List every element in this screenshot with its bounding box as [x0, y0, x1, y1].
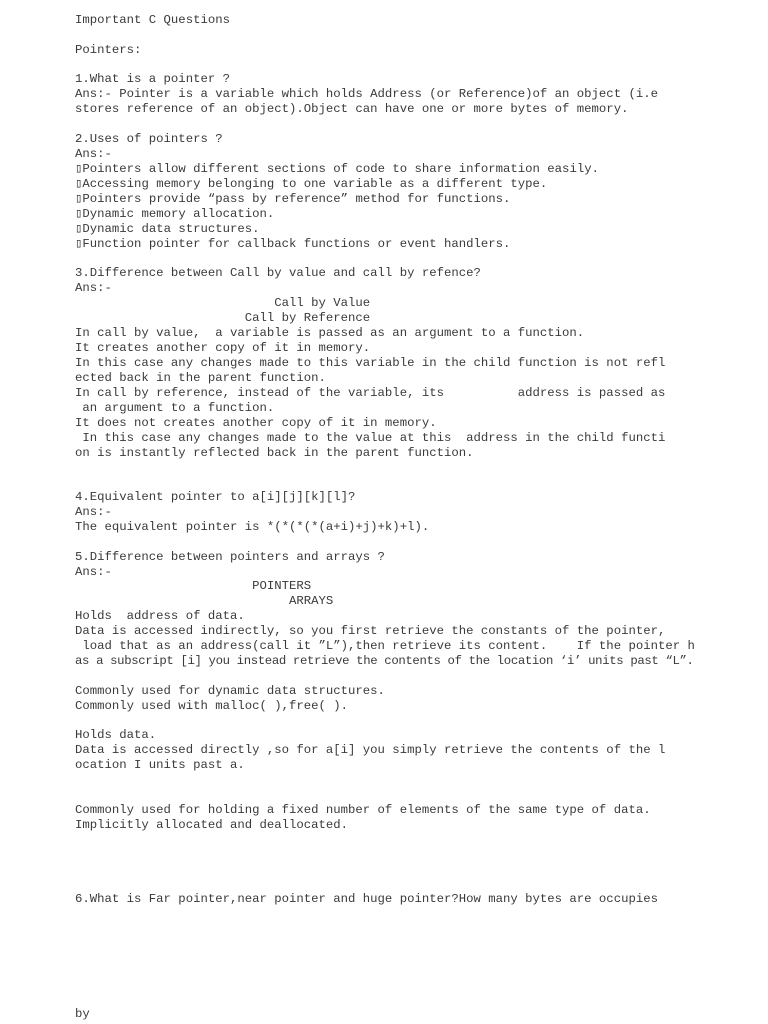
answer-3-line: In call by value, a variable is passed as an argument to a function.	[75, 326, 585, 340]
answer-5-line: Holds address of data.	[75, 609, 245, 623]
column-heading-pointers: POINTERS	[75, 579, 312, 593]
answer-1-line: stores reference of an object).Object can have one or more bytes of memory.	[75, 102, 629, 116]
answer-1-line: Ans:- Pointer is a variable which holds Address (or Reference)of an object (i.e	[75, 87, 658, 101]
answer-5-line: Data is accessed directly ,so for a[i] you simply retrieve the contents of the l	[75, 743, 666, 757]
answer-label: Ans:-	[75, 565, 112, 579]
document-title: Important C Questions	[75, 13, 230, 27]
answer-5-line: Commonly used for dynamic data structures.	[75, 684, 385, 698]
answer-label: Ans:-	[75, 505, 112, 519]
question-2: 2.Uses of pointers ?	[75, 132, 223, 146]
answer-3-line: ected back in the parent function.	[75, 371, 326, 385]
answer-4-line: The equivalent pointer is *(*(*(*(a+i)+j)+k)+l).	[75, 520, 430, 534]
bullet-item: ▯Dynamic memory allocation.	[75, 207, 275, 221]
question-6-continued: by	[75, 1007, 90, 1021]
answer-3-line: It does not creates another copy of it in memory.	[75, 416, 437, 430]
bullet-item: ▯Pointers allow different sections of code to share information easily.	[75, 162, 599, 176]
answer-label: Ans:-	[75, 147, 112, 161]
answer-5-line: Commonly used for holding a fixed number of elements of the same type of data.	[75, 803, 651, 817]
answer-label: Ans:-	[75, 281, 112, 295]
answer-3-line: In call by reference, instead of the variable, its address is passed as	[75, 386, 666, 400]
question-6: 6.What is Far pointer,near pointer and huge pointer?How many bytes are occupies	[75, 892, 658, 906]
bullet-item: ▯Function pointer for callback functions or event handlers.	[75, 237, 511, 251]
section-heading-pointers: Pointers:	[75, 43, 142, 57]
answer-3-line: In this case any changes made to the value at this address in the child functi	[75, 431, 666, 445]
column-heading-arrays: ARRAYS	[75, 594, 334, 608]
answer-3-line: an argument to a function.	[75, 401, 275, 415]
bullet-item: ▯Pointers provide “pass by reference” method for functions.	[75, 192, 511, 206]
answer-3-line: It creates another copy of it in memory.	[75, 341, 371, 355]
column-heading-call-by-value: Call by Value	[75, 296, 371, 310]
answer-5-line: Implicitly allocated and deallocated.	[75, 818, 349, 832]
answer-5-line: Holds data.	[75, 728, 157, 742]
answer-5-line: load that as an address(call it ”L”),then retrieve its content. If the pointer h	[75, 639, 695, 653]
answer-3-line: In this case any changes made to this variable in the child function is not refl	[75, 356, 666, 370]
answer-5-line: Commonly used with malloc( ),free( ).	[75, 699, 349, 713]
bullet-item: ▯Dynamic data structures.	[75, 222, 260, 236]
question-4: 4.Equivalent pointer to a[i][j][k][l]?	[75, 490, 356, 504]
answer-5-line: as a subscript [i] you instead retrieve the contents of the location ‘i’ units past “L”.	[75, 654, 694, 668]
answer-5-line: Data is accessed indirectly, so you first retrieve the constants of the pointer,	[75, 624, 666, 638]
column-heading-call-by-reference: Call by Reference	[75, 311, 371, 325]
question-3: 3.Difference between Call by value and call by refence?	[75, 266, 481, 280]
bullet-item: ▯Accessing memory belonging to one variable as a different type.	[75, 177, 548, 191]
question-1: 1.What is a pointer ?	[75, 72, 230, 86]
answer-3-line: on is instantly reflected back in the parent function.	[75, 446, 474, 460]
answer-5-line: ocation I units past a.	[75, 758, 245, 772]
question-5: 5.Difference between pointers and arrays ?	[75, 550, 385, 564]
